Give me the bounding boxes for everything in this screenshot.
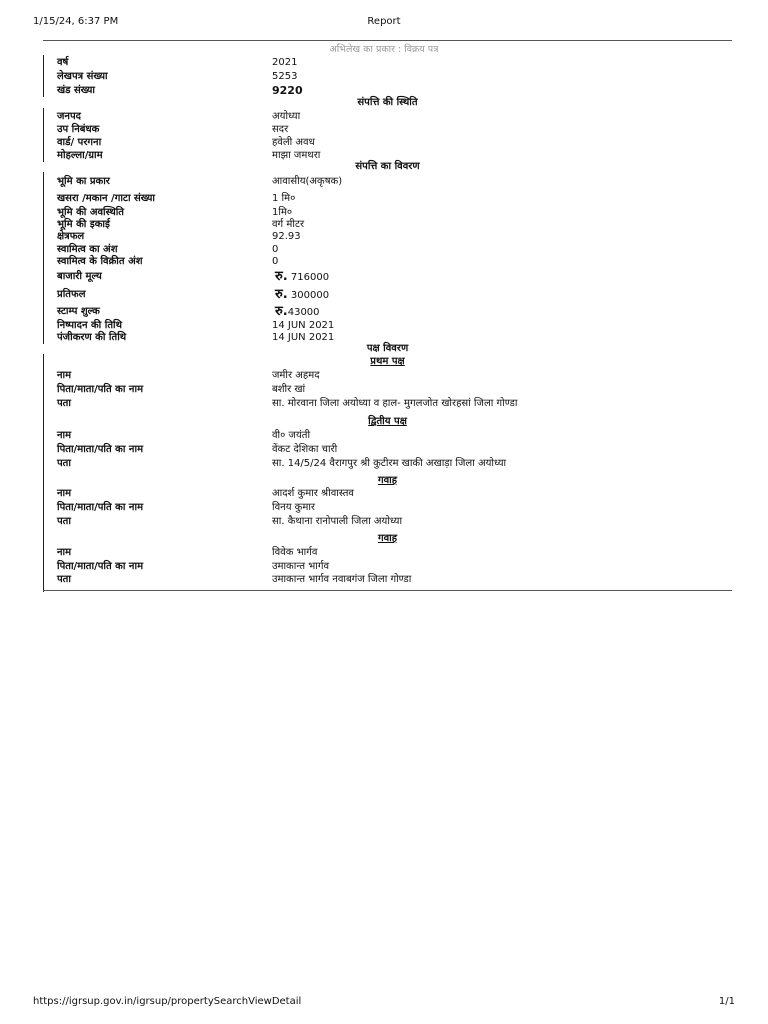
page-number: 1/1 — [718, 996, 735, 1007]
row-value: उमाकान्त भार्गव नवाबगंज जिला गोण्डा — [272, 574, 412, 585]
row-value: 1 मि० — [272, 193, 296, 204]
row-value: 14 JUN 2021 — [272, 320, 335, 331]
section-title-property-status: संपत्ति की स्थिति — [357, 97, 418, 108]
witness1-address-row — [57, 515, 737, 528]
info-row-land-type — [57, 175, 737, 188]
rupee-symbol: रु. — [275, 304, 288, 319]
row-value: 716000 — [287, 272, 330, 283]
row-value: वी० जयंती — [272, 430, 311, 441]
row-value: 92.93 — [272, 231, 301, 242]
section-title-parties: पक्ष विवरण — [366, 343, 409, 354]
row-value: हवेली अवध — [272, 137, 315, 148]
report-title: Report — [367, 16, 401, 27]
row-value: सदर — [272, 124, 289, 135]
first-party-address-row — [57, 397, 737, 410]
info-row-market-value — [57, 269, 737, 285]
row-value: माझा जमथरा — [272, 150, 321, 161]
row-value: 300000 — [287, 290, 330, 301]
second-party-name-row — [57, 429, 737, 442]
row-value: सा. कैथाना रानोपाली जिला अयोध्या — [272, 516, 403, 527]
row-value: सा. मोरवाना जिला अयोध्या व हाल- मुगलजोत खोरहसां जिला गोण्डा — [272, 398, 518, 409]
row-label: पता — [57, 516, 71, 527]
row-label: स्वामित्व का अंश — [57, 244, 118, 255]
row-label: भूमि की इकाई — [57, 219, 110, 230]
row-label: बाजारी मूल्य — [57, 271, 102, 282]
row-label: भूमि की अवस्थिति — [57, 207, 124, 218]
row-value: विनय कुमार — [272, 502, 316, 513]
row-value: सा. 14/5/24 वैरागपुर श्री कुटीरम खाकी अखाड़ा जिला अयोध्या — [272, 458, 507, 469]
row-label: जनपद — [57, 111, 81, 122]
second-party-address-row — [57, 457, 737, 470]
subsection-title: गवाह — [377, 533, 398, 544]
row-value: 14 JUN 2021 — [272, 332, 335, 343]
info-row-ward — [57, 136, 737, 149]
info-row-stamp-duty — [57, 304, 737, 320]
row-label: निष्पादन की तिथि — [57, 320, 122, 331]
row-label: नाम — [57, 547, 72, 558]
bottom-divider — [43, 590, 732, 591]
row-value: वेंकट देशिका चारी — [272, 444, 338, 455]
row-label: नाम — [57, 430, 72, 441]
row-value: 2021 — [272, 57, 298, 68]
row-label: वर्ष — [57, 57, 69, 68]
row-label: भूमि का प्रकार — [57, 176, 110, 187]
page-url-link[interactable]: https://igrsup.gov.in/igrsup/propertySearchViewDetail — [33, 996, 302, 1007]
info-row-consideration — [57, 287, 737, 303]
row-label: पता — [57, 398, 71, 409]
row-value: विवेक भार्गव — [272, 547, 318, 558]
info-row-khasra — [57, 192, 737, 205]
info-row-document-number — [57, 70, 737, 83]
info-row-sub-registrar — [57, 123, 737, 136]
row-label: पिता/माता/पति का नाम — [57, 444, 144, 455]
witness2-name-row — [57, 546, 737, 559]
row-value: 43000 — [287, 307, 320, 318]
subsection-title: द्वितीय पक्ष — [368, 416, 407, 427]
row-value: आवासीय(अकृषक) — [272, 176, 343, 187]
row-label: नाम — [57, 488, 72, 499]
row-label: पता — [57, 458, 71, 469]
row-label: पता — [57, 574, 71, 585]
section-bar-details — [43, 172, 44, 344]
row-value: 1मि० — [272, 207, 293, 218]
row-value: अयोध्या — [272, 111, 301, 122]
row-label: नाम — [57, 370, 72, 381]
document-type-line: अभिलेख का प्रकार : विक्रय पत्र — [329, 44, 439, 55]
info-row-sold-share — [57, 255, 737, 268]
info-row-area — [57, 230, 737, 243]
row-label: प्रतिफल — [57, 289, 86, 300]
row-value: 9220 — [272, 84, 303, 97]
witness1-parent-row — [57, 501, 737, 514]
first-party-parent-row — [57, 383, 737, 396]
subsection-title: प्रथम पक्ष — [370, 356, 405, 367]
first-party-name-row — [57, 369, 737, 382]
subsection-first-party — [43, 355, 732, 368]
row-label: स्वामित्व के विक्रीत अंश — [57, 256, 143, 267]
rupee-symbol: रु. — [275, 269, 288, 284]
subsection-title: गवाह — [377, 475, 398, 486]
subsection-witness-1 — [43, 474, 732, 487]
row-label: मोहल्ला/ग्राम — [57, 150, 103, 161]
row-label: पिता/माता/पति का नाम — [57, 502, 144, 513]
row-label: क्षेत्रफल — [57, 231, 85, 242]
witness2-parent-row — [57, 560, 737, 573]
subsection-witness-2 — [43, 532, 732, 545]
row-value: 5253 — [272, 71, 298, 82]
section-title-property-details: संपत्ति का विवरण — [355, 161, 420, 172]
print-datetime: 1/15/24, 6:37 PM — [33, 16, 119, 27]
row-value: बशीर खां — [272, 384, 306, 395]
witness2-address-row — [57, 573, 737, 586]
rupee-symbol: रु. — [275, 287, 288, 302]
row-value: आदर्श कुमार श्रीवास्तव — [272, 488, 354, 499]
witness1-name-row — [57, 487, 737, 500]
row-value: जमीर अहमद — [272, 370, 320, 381]
subsection-second-party — [43, 415, 732, 428]
row-label: उप निबंधक — [57, 124, 100, 135]
section-bar-basic — [43, 55, 44, 97]
row-label: पंजीकरण की तिथि — [57, 332, 127, 343]
second-party-parent-row — [57, 443, 737, 456]
row-label: स्टाम्प शुल्क — [57, 306, 100, 317]
row-value: उमाकान्त भार्गव — [272, 561, 330, 572]
section-bar-status — [43, 108, 44, 162]
row-label: पिता/माता/पति का नाम — [57, 384, 144, 395]
row-value: 0 — [272, 256, 279, 267]
info-row-year — [57, 56, 737, 69]
row-label: खसरा /मकान /गाटा संख्या — [57, 193, 156, 204]
row-value: वर्ग मीटर — [272, 219, 305, 230]
row-label: वार्ड/ परगना — [57, 137, 102, 148]
section-bar-parties — [43, 354, 44, 592]
row-label: लेखपत्र संख्या — [57, 71, 108, 82]
row-label: खंड संख्या — [57, 85, 96, 96]
row-value: 0 — [272, 244, 279, 255]
info-row-district — [57, 110, 737, 123]
top-divider — [43, 40, 732, 41]
row-label: पिता/माता/पति का नाम — [57, 561, 144, 572]
